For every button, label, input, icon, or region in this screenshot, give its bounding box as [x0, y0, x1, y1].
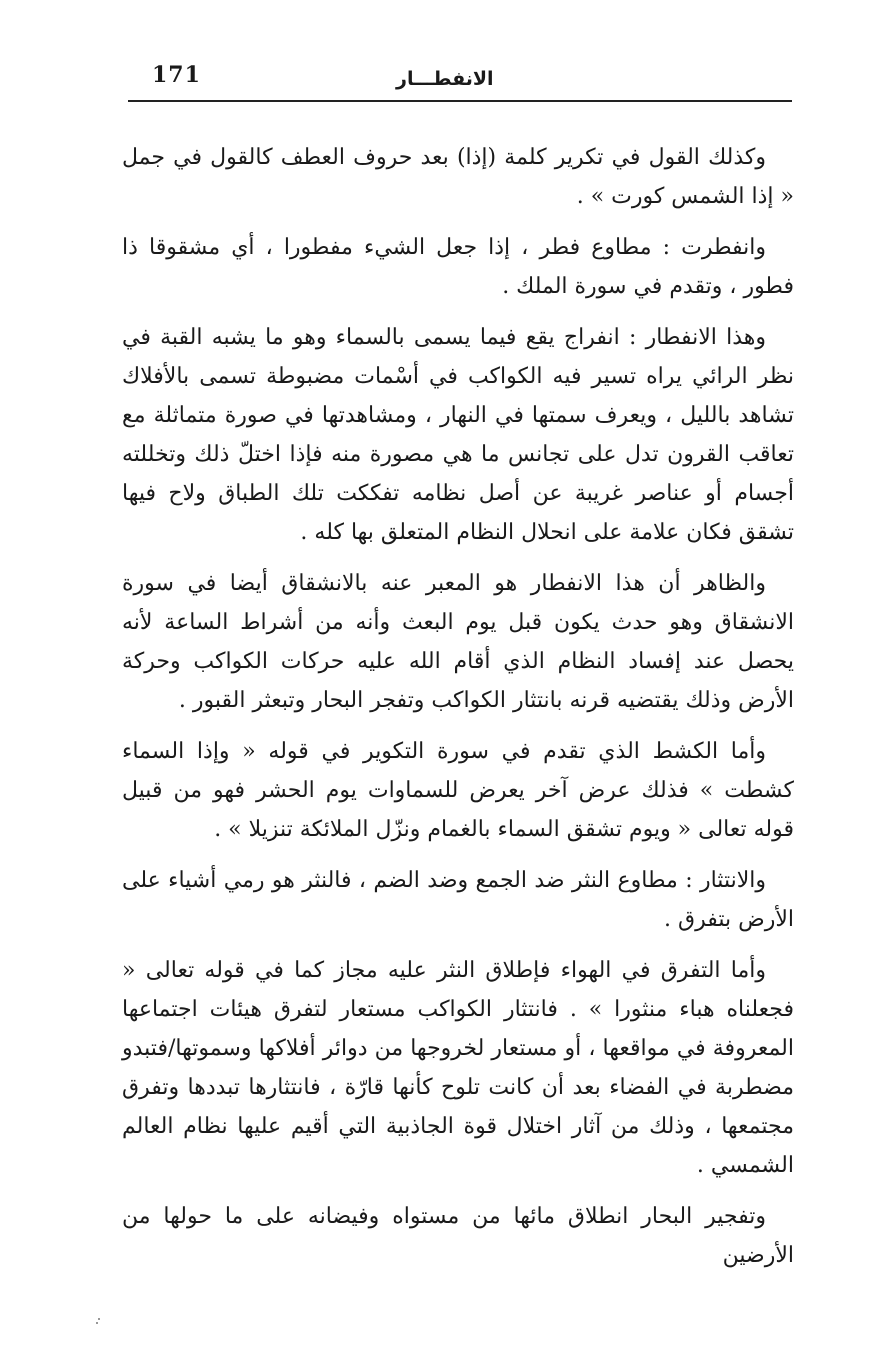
paragraph: وكذلك القول في تكرير كلمة (إذا) بعد حروف العطف كالقول في جمل « إذا الشمس كورت » . [122, 145, 794, 209]
body-text [122, 138, 794, 1287]
paragraph: والظاهر أن هذا الانفطار هو المعبر عنه بالانشقاق أيضا في سورة الانشقاق وهو حدث يكون قبل يوم البعث وأنه من أشراط الساعة لأنه يحصل عند إفساد النظام الذي أقام الله عليه حركات الكواكب وحركة الأرض وذلك يقتضيه قرنه بانتثار الكواكب وتفجر البحار وتبعثر القبور . [122, 571, 794, 713]
paragraph: وأما الكشط الذي تقدم في سورة التكوير في قوله « وإذا السماء كشطت » فذلك عرض آخر يعرض للسماوات يوم الحشر فهو من قبيل قوله تعالى « ويوم تشقق السماء بالغمام ونزّل الملائكة تنزيلا » . [122, 739, 794, 842]
paragraph: وهذا الانفطار : انفراج يقع فيما يسمى بالسماء وهو ما يشبه القبة في نظر الرائي يراه تسير فيه الكواكب في أسْمات مضبوطة تسمى بالأفلاك تشاهد بالليل ، ويعرف سمتها في النهار ، ومشاهدتها في صورة متماثلة مع تعاقب القرون تدل على تجانس ما هي مصورة منه فإذا اختلّ ذلك وتخللته أجسام أو عناصر غريبة عن أصل نظامه تفككت تلك الطباق ولاح فيها تشقق فكان علامة على انحلال النظام المتعلق بها كله . [122, 325, 794, 545]
paragraph: وأما التفرق في الهواء فإطلاق النثر عليه مجاز كما في قوله تعالى « فجعلناه هباء منثورا » . فانتثار الكواكب مستعار لتفرق هيئات اجتماعها المعروفة في مواقعها ، أو مستعار لخروجها من دوائر أفلاكها وسموتها/فتبدو مضطربة في الفضاء بعد أن كانت تلوح كأنها قارّة ، فانتثارها تبددها وتفرق مجتمعها ، وذلك من آثار اختلال قوة الجاذبية التي أقيم عليها نظام العالم الشمسي . [122, 958, 794, 1178]
paragraph: والانتثار : مطاوع النثر ضد الجمع وضد الضم ، فالنثر هو رمي أشياء على الأرض بتفرق . [122, 868, 794, 932]
header-rule [128, 100, 792, 102]
running-head-title: الانفطـــار [396, 68, 494, 90]
page-number: 171 [152, 62, 201, 88]
page-header [128, 58, 792, 100]
scan-speck [98, 1318, 100, 1320]
scan-speck [96, 1322, 98, 1324]
paragraph: وانفطرت : مطاوع فطر ، إذا جعل الشيء مفطورا ، أي مشقوقا ذا فطور ، وتقدم في سورة الملك . [122, 235, 794, 299]
paragraph: وتفجير البحار انطلاق مائها من مستواه وفيضانه على ما حولها من الأرضين [122, 1204, 794, 1268]
